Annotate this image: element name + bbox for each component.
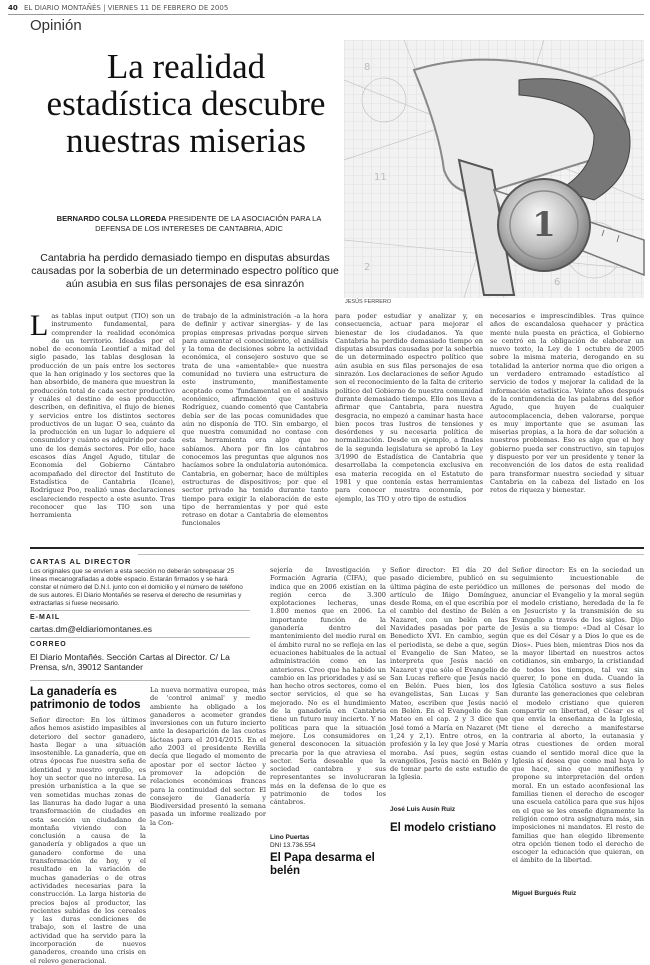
letter-1-signature [270, 834, 386, 850]
page-number: 40 [8, 4, 18, 12]
drop-cap: L [30, 309, 49, 342]
letter-2-signature: José Luis Ausín Ruiz [390, 806, 456, 813]
svg-text:6: 6 [554, 277, 561, 288]
article-column-2: de trabajo de la administración -a la hora de definir y activar sinergias- y de las propias empresas privadas porque sirven para aumentar el conocimiento, el análisis y la toma de decisiones sobre la actividad económica, el consejero sostuvo que se trata de una «amentable» que nuestra comunidad no tuviera una estructura de este instrumento, manifiestamente aceptado como 'fundamental en el análisis económico, afirmación que sostuvo Rodríguez, cuando comentó que Cantabria debía ser de las pocas comunidades que aún no disponía de TIO. Sin embargo, el que nuestra comunidad no contase con esta herramienta era algo que no sabíamos. Ahora por fin los cántabros conocemos las preguntas que algunos nos hacíamos sobre la ondulatoria autonómica. Cantabria, en gobernar, hace de múltiples estructuras de dispositivos; por que el sector privado ha tenido durante tanto tiempo para exigir la elaboración de este tipo de herramientas y por qué este retraso en dotar a Cantabria de elementos funcionales [182, 312, 328, 528]
letter-3-signature: Miguel Burgués Ruiz [512, 890, 577, 897]
author-name: BERNARDO COLSA LLOREDA [56, 214, 167, 223]
svg-text:11: 11 [374, 172, 387, 183]
letter-3-headline: El modelo cristiano [390, 822, 497, 834]
letter-3-column-1 [390, 838, 508, 898]
article-column-1 [30, 309, 175, 540]
header-strip: EL DIARIO MONTAÑÉS | VIERNES 11 DE FEBRERO DE 2005 [23, 4, 229, 12]
letter-1-column-2: La nueva normativa europea, más de 'control animal' y medio ambiente ha obligado a los ganaderos a acometer grandes inversiones con un futuro incierto ante la desaparición de las cuotas lácteas para el 2014/2015. En el año 2003 el presidente Revilla decía que llegado el momento de apostar por el sector lácteo y promover la adopción de relaciones económicas francas para la continuidad del sector. El consejero de Ganadería y Biodiversidad presentó la semana pasada un informe realizado por la Con- [150, 686, 266, 827]
section-title: Opinión [30, 17, 82, 34]
svg-text:2: 2 [364, 262, 371, 273]
article-column-1-text: as tablas input output (TIO) son un instrumento fundamental, para comprender la realidad económica de un territorio. Ideadas por el nobel de economía Leontief a mitad del siglo pasado, las tablas desglosan la producción de un país entre los sectores que la han originado y los sectores que la han absorbido, de manera que muestran la producción total de cada sector productivo y cuáles el destino de esa producción, describen, en definitiva, el flujo de bienes y servicios entre los distintos sectores productivos de un lugar. O sea, cuánto da la producción en un lugar lo adquiere el consumidor y cuánto es adquirido por cada uno de los demás sectores. Por ello, hace escasos días Ángel Agudo, titular de Economía del Gobierno Cántabro acompañado del director del Instituto de Estadística de Cantabria (Icane), Rodríguez Poo, realizó unas declaraciones esclareciendo respecto a este asunto. Tras reconocer que las TIO son una herramienta [30, 312, 175, 520]
article-photo [344, 40, 644, 298]
divider [30, 610, 250, 611]
author-role: PRESIDENTE DE LA ASOCIACIÓN PARA LA DEFENSA DE LOS INTERESES DE CANTABRIA, ADIC [95, 214, 322, 233]
letter-1-column-1: Señor director: En los últimos años hemos asistido impasibles al deterioro del sector ganadero, hasta llegar a una situación insostenible. La ganadería, que en otras épocas fue nuestra seña de identidad y nuestro orgullo, es hoy un sector que no interesa. La presión urbanística a la que se ven sometidas muchas zonas de las llanuras ha dado lugar a una transformación de ciudades en esta sección un ciudadano de montaña viviendo con la conclusión a causa de la ganadería y obligados a que un ganadero conforme de una transformación de hoy, y el resultado en la variación de muchas ganaderías o de otras actividades necesarias para la construcción. La larga historia de precios bajos al productor, las recientes subidas de los cereales y las duras condiciones de trabajo, son el lastre de una actividad que ha servido para la incorporación de nuevos ganaderos, creando una crisis en el relevo generacional. [30, 716, 146, 965]
article-lead: Cantabria ha perdido demasiado tiempo en disputas absurdas causadas por la soberbia de un determinado espectro político que aún asubia en sus filas personajes de esa sinrazón [31, 252, 339, 290]
article-title: La realidad estadística descubre nuestras miserias [46, 47, 326, 160]
letter-1-column-3: sejería de Investigación y Formación Agraria (CIFA), que indica que en 2006 existían en la región cerca de 3.300 explotaciones lecheras, unas 1.800 menos que en 2006. La importante función de la ganadería dentro del mantenimiento del medio rural en el ámbito rural no se refleja en las ecuaciones habituales de la actual administración como en las anteriores. Creo que ha habido un cambio en las prioridades y así se han hecho otros sectores, como el sector servicios, el que se ha mejorado. No es el hundimiento de la ganadería en Cantabria tiene un futuro muy incierto. Y no políticas para que la situación mejore. Los consumidores en general desconocen la situación precaria por la que atraviesa el sector. Seria deseable que la sociedad cantabra y sus representantes se involucraran más en la defensa de lo que es patrimonio de todos los cántabros. [270, 566, 386, 807]
article-column-4: necesarios e imprescindibles. Tras quince años de escandalosa quehacer y práctica mente nula puesta en práctica, el Gobierno se centró en la obligación de elaborar un nuevo texto, la Ley de 1 octubre de 2005 sobre la misma materia, derogando en su totalidad la anterior norma que dio origen a un verdadero entramado estadístico al servicio de todos y mejorar la calidad de la información estadística. Veinte años después de la contundencia de las palabras del señor Agudo, que huyen de cualquier autocomplacencia, deben valorarse, porque es muy importante que se asuman las miserias propias, a la hora de dar solución a nuestros problemas. Eso es algo que el hoy gobierno pueda ser constructivo, sin tapujos y dispuesto por ver un presidente y tener la reconvención de los datos de esta realidad para transformar nuestra sociedad y situar Cantabria en la cabeza del listado en los retos de riqueza y bienestar. [490, 312, 644, 495]
article-column-3: para poder estudiar y analizar y, en consecuencia, actuar para mejorar el bienestar de los ciudadanos. Ya que Cantabria ha perdido demasiado tiempo en disputas absurdas causadas por la soberbia de un determinado espectro político que aún asubia en sus filas personajes de esa sinrazón. Los declaraciones de señor Agudo son el reconocimiento de la falta de criterio político del Gobierno de nuestra comunidad durante demasiado tiempo. Ello nos lleva a afirmar que Cantabria, para nuestra desgracia, no empezó a caminar hasta hace bien pocos tras lustros de tensiones y desórdenes y su necesaria política de normalización. Desde un ejemplo, a finales de la segunda legislatura se aprobó la Ley 3/1990 de Estadística de Cantabria que desarrollaba la competencia exclusiva en esa materia recogida en el Estatuto de 1981 y que contenía estas herramientas para conocer nuestra economía, por ejemplo, las TIO y otro tipo de estudios [335, 312, 483, 503]
letter-2-text: Señor director: El día 20 del pasado diciembre, publicó en su última página de este periódico un artículo de Iñigo Domínguez, desde Roma, en el que escribía por el cambio del destino de Belén a Nazaret, con un belén en las Navidades pasadas por parte de Benedicto XVI. En cambio, según el periodista, se debe a que, según el Evangelio de San Mateo, se interpreta que Jesús nació en Nazaret y que sólo el Evangelio de San Lucas refiere que Jesús nació en Belén. Pues bien, los dos evangelistas, San Lucas y San Mateo, escriben que Jesús nació en Belén. En el Evangelio de San Mateo en el cap. 2 y 3 dice que José tomó a María en Nazaret (Mt 1,24 y 2,1). Entre otros, en la profesión y la ley que José y María moraba. Así pues, según estas evangelios, Jesús nació en Belén y de tomar parte de este estudio de la Iglesia. [390, 566, 508, 782]
letter-1-headline: La ganadería es patrimonio de todos [30, 686, 141, 711]
letters-band-label: CARTAS AL DIRECTOR [30, 557, 132, 566]
svg-text:8: 8 [364, 62, 371, 73]
letters-band [30, 547, 644, 566]
page-header [8, 4, 644, 15]
svg-text:1: 1 [532, 205, 556, 245]
photo-credit: JESÚS FERRERO [345, 299, 392, 305]
band-divider [138, 554, 644, 555]
letters-info: Los originales que se envíen a esta sección no deberán sobrepasar 25 líneas mecanografiadas a doble espacio. Estarán firmados y se hará constar el número del D.N.I. junto con el domicilio y el número de teléfono de sus autores. El Diario Montañés se reserva el derecho de resumirlas y extractarlas si fuese necesario. [30, 568, 243, 607]
divider [30, 680, 250, 681]
signature-detail: DNI 13.736.554 [270, 842, 316, 849]
post-address: El Diario Montañés. Sección Cartas al Director. C/ La Prensa, s/n, 39012 Santander [30, 652, 230, 672]
email-label: E-MAIL [30, 614, 61, 621]
signature-name: Lino Puertas [270, 834, 310, 841]
euro-coin-illustration [344, 40, 644, 298]
post-label: CORREO [30, 641, 67, 648]
email-address[interactable]: cartas.dm@eldiariomontanes.es [30, 624, 153, 634]
byline [40, 214, 338, 234]
divider [30, 637, 250, 638]
letter-2-headline: El Papa desarma el belén [270, 852, 375, 877]
letter-3-text: Señor director: Es en la sociedad un seguimiento incuestionable de millones de personas del modo de anunciar el Evangelio y la moral según el modelo cristiano, heredada de la fe en Jesucristo y la transmisión de su Evangelio a través de los siglos. Dijo Jesús a su tiempo: «Dad al César lo que es del César y a Dios lo que es de Dios». Pues bien, mientras Dios nos da la mayor libertad en nuestros actos cotidianos, sin embargo, la cristiandad de todos los tiempos, tal vez sin querer, lo pone en duda. Cuando la Iglesia Católica sostuvo a sus fieles durante las generaciones que celebran el modelo cristiano que quieren compartir en libertad, el César es el que envía la enseñanza de la Iglesia, tiene el derecho a manifestarse contraria al aborto, la eutanasia y otras cuestiones de orden moral cuando el sentido moral dice que la Iglesia sí desea que como mal haya lo que hace, sino que manifiesta y propone su interpretación del orden moral. En un estado aconfesional las familias tienen el derecho de escoger una escuela católica para que sus hijos en el que se les enseñe dignamente la religión como otra asignatura más, sin imposiciones ni mandatos. El resto de familias que han elegido libremente otra opción tienen todo el derecho de escoger la educación que quieran, en el ámbito de la libertad. [512, 566, 644, 865]
letter-2-intro [270, 880, 386, 900]
